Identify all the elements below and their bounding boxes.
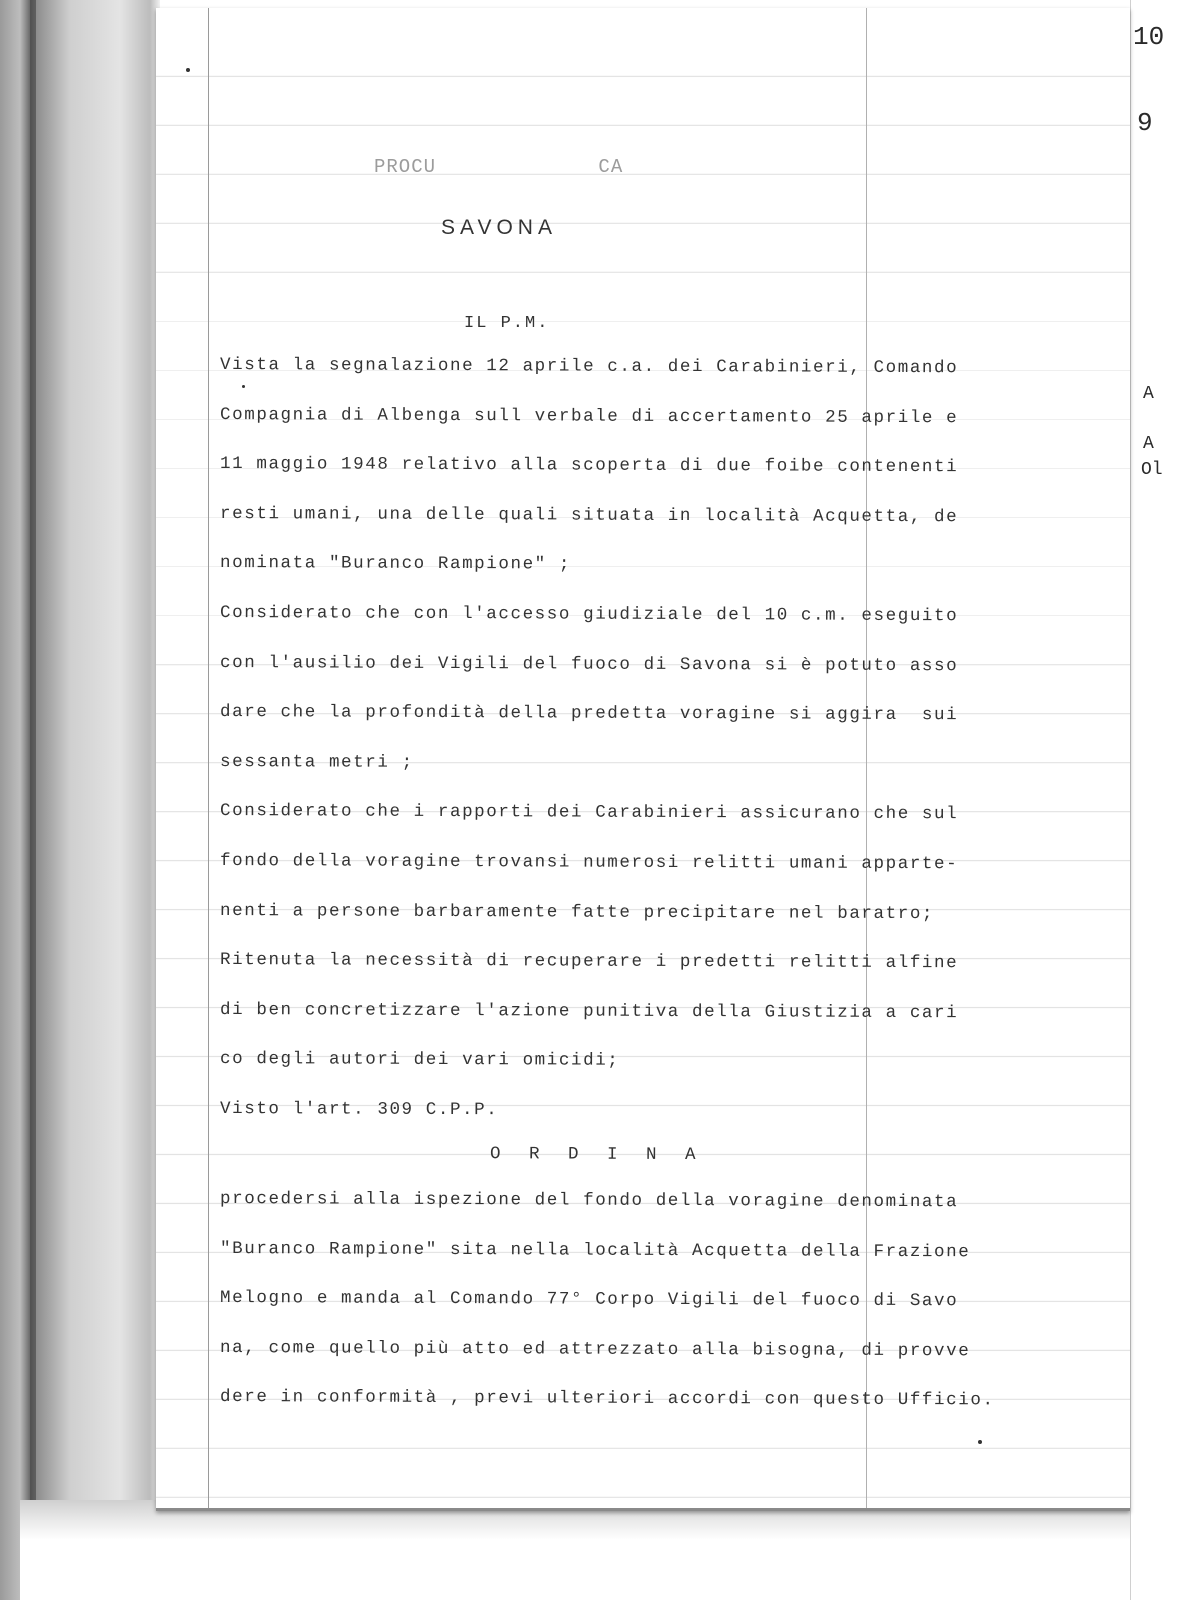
ink-speck [186,68,190,72]
text-line: 11 maggio 1948 relativo alla scoperta di due foibe contenenti [220,454,959,478]
text-line: fondo della voragine trovansi numerosi relitti umani apparte- [220,850,959,875]
text-line: nenti a persone barbaramente fatte precipitare nel baratro; [220,900,935,924]
text-line: co degli autori dei vari omicidi; [220,1049,620,1072]
office-header-faded [374,156,674,178]
order-line: dere in conformità , previ ulteriori accordi con questo Ufficio. [220,1387,995,1411]
office-name-end: CA [598,156,624,178]
city-heading: SAVONA [441,216,557,239]
text-line: Considerato che con l'accesso giudiziale del 10 c.m. eseguito [220,602,959,627]
document-body [220,354,1100,1436]
text-line: Ritenuta la necessità di recuperare i predetti relitti alfine [220,950,959,974]
edge-mark: A [1143,384,1154,404]
authority-heading: IL P.M. [464,314,550,333]
text-line: dare che la profondità della predetta voragine si aggira sui [220,702,959,726]
text-line: con l'ausilio dei Vigili del fuoco di Savona si è potuto asso [220,652,959,676]
ink-speck [242,385,245,388]
ink-speck [978,1440,982,1444]
order-line: na, come quello più atto ed attrezzato alla bisogna, di provve [220,1337,971,1361]
document-page [156,8,1130,1511]
text-line: resti umani, una delle quali situata in località Acquetta, de [220,503,959,528]
text-line: Compagnia di Albenga sull verbale di accertamento 25 aprile e [220,404,959,428]
office-name-start: PROCU [374,156,437,178]
ordina-heading: O R D I N A [490,1144,705,1166]
edge-mark: 10 [1133,22,1165,52]
under-sheet [20,1500,1140,1600]
order-line: "Buranco Rampione" sita nella località Acquetta della Frazione [220,1238,971,1262]
binding-edge [0,0,160,1600]
adjacent-page-edge [1130,0,1181,1600]
text-line: sessanta metri ; [220,751,414,773]
edge-mark: A [1143,434,1154,454]
text-line: di ben concretizzare l'azione punitiva della Giustizia a cari [220,999,959,1023]
left-margin-rule [208,8,209,1508]
text-line: Considerato che i rapporti dei Carabinieri assicurano che sul [220,801,959,825]
text-line: nominata "Buranco Rampione" ; [220,553,572,575]
order-line: procedersi alla ispezione del fondo della voragine denominata [220,1188,959,1213]
text-line: Vista la segnalazione 12 aprile c.a. dei Carabinieri, Comando [220,355,959,379]
edge-mark: 9 [1137,108,1153,138]
text-line: Visto l'art. 309 C.P.P. [220,1098,499,1121]
edge-mark: Ol [1141,460,1163,480]
order-line: Melogno e manda al Comando 77° Corpo Vigili del fuoco di Savo [220,1288,959,1312]
